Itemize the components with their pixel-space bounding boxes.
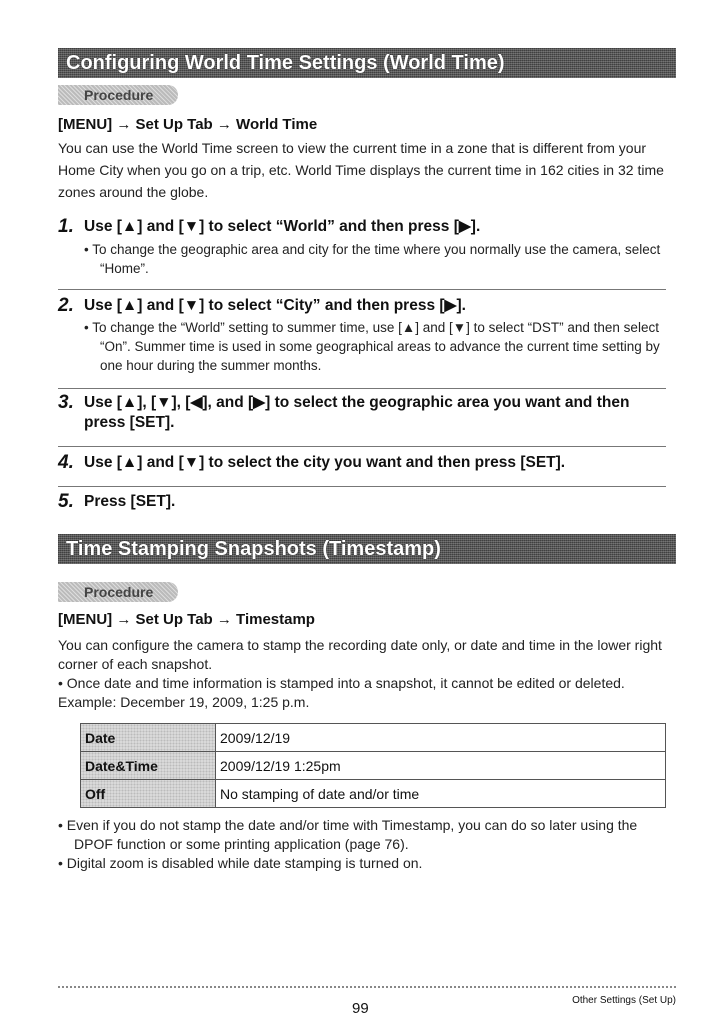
footer-divider bbox=[58, 986, 676, 988]
option-name: Date&Time bbox=[81, 752, 216, 780]
step-number: 2. bbox=[58, 295, 74, 316]
step-note: • To change the “World” setting to summer time, use [▲] and [▼] to select “DST” and then select “On”. Summer time is used in some geographical areas to advance the current time setting by one hour during the summer months. bbox=[84, 320, 660, 373]
note: • Digital zoom is disabled while date stamping is turned on. bbox=[58, 855, 423, 871]
step-number: 1. bbox=[58, 216, 74, 237]
step-number: 4. bbox=[58, 452, 74, 473]
option-value: 2009/12/19 bbox=[216, 724, 666, 752]
note: • Even if you do not stamp the date and/or time with Timestamp, you can do so later using the DPOF function or some printing application (page 76). bbox=[58, 817, 638, 852]
section-title-timestamp: Time Stamping Snapshots (Timestamp) bbox=[58, 534, 676, 564]
divider bbox=[58, 486, 666, 487]
intro-text: You can configure the camera to stamp the recording date only, or date and time in the lower right corner of each snapshot. bbox=[58, 637, 662, 672]
step-text: Use [▲] and [▼] to select “World” and then press [▶]. bbox=[84, 218, 481, 235]
note-text: To change the geographic area and city for the time where you normally use the camera, select “Home”. bbox=[92, 242, 661, 276]
step-text: Use [▲], [▼], [◀], and [▶] to select the geographic area you want and then press [SET]. bbox=[84, 394, 630, 431]
table-row bbox=[81, 724, 666, 752]
footer-section: Other Settings (Set Up) bbox=[572, 995, 676, 1006]
step-text: Press [SET]. bbox=[84, 493, 176, 510]
option-name: Off bbox=[81, 780, 216, 808]
procedure-badge: Procedure bbox=[58, 85, 178, 105]
page-number: 99 bbox=[352, 1000, 369, 1017]
step-5 bbox=[58, 491, 670, 513]
step-2 bbox=[58, 295, 670, 317]
table-row bbox=[81, 752, 666, 780]
step-number: 3. bbox=[58, 392, 74, 413]
table-row bbox=[81, 780, 666, 808]
menu-path: [MENU] → Set Up Tab → World Time bbox=[58, 116, 318, 133]
example-text: Example: December 19, 2009, 1:25 p.m. bbox=[58, 694, 310, 710]
option-name: Date bbox=[81, 724, 216, 752]
step-3 bbox=[58, 393, 670, 433]
bullet: • Once date and time information is stamped into a snapshot, it cannot be edited or deleted. bbox=[58, 675, 625, 691]
timestamp-table bbox=[80, 723, 666, 808]
step-text: Use [▲] and [▼] to select “City” and then press [▶]. bbox=[84, 297, 466, 314]
option-value: No stamping of date and/or time bbox=[216, 780, 666, 808]
step-4 bbox=[58, 452, 670, 474]
bullet-text: Once date and time information is stamped into a snapshot, it cannot be edited or deleted. bbox=[66, 675, 625, 691]
menu-path: [MENU] → Set Up Tab → Timestamp bbox=[58, 611, 315, 628]
note-text: Digital zoom is disabled while date stamping is turned on. bbox=[66, 855, 423, 871]
section-title-world-time: Configuring World Time Settings (World Time) bbox=[58, 48, 676, 78]
step-number: 5. bbox=[58, 491, 74, 512]
note-text: Even if you do not stamp the date and/or time with Timestamp, you can do so later using the DPOF function or some printing application (page 76). bbox=[66, 817, 638, 852]
divider bbox=[58, 388, 666, 389]
note-text: To change the “World” setting to summer time, use [▲] and [▼] to select “DST” and then select “On”. Summer time is used in some geographical areas to advance the current time setting by one hour during the summer months. bbox=[92, 320, 660, 373]
step-1 bbox=[58, 216, 670, 238]
procedure-badge: Procedure bbox=[58, 582, 178, 602]
page-content bbox=[58, 0, 670, 873]
divider bbox=[58, 289, 666, 290]
step-note: • To change the geographic area and city for the time where you normally use the camera, select “Home”. bbox=[84, 242, 661, 276]
step-text: Use [▲] and [▼] to select the city you want and then press [SET]. bbox=[84, 454, 566, 471]
intro-text: You can use the World Time screen to view the current time in a zone that is different from your Home City when you go on a trip, etc. World Time displays the current time in 162 cities in 32 time zones around the globe. bbox=[58, 140, 664, 200]
divider bbox=[58, 446, 666, 447]
option-value: 2009/12/19 1:25pm bbox=[216, 752, 666, 780]
